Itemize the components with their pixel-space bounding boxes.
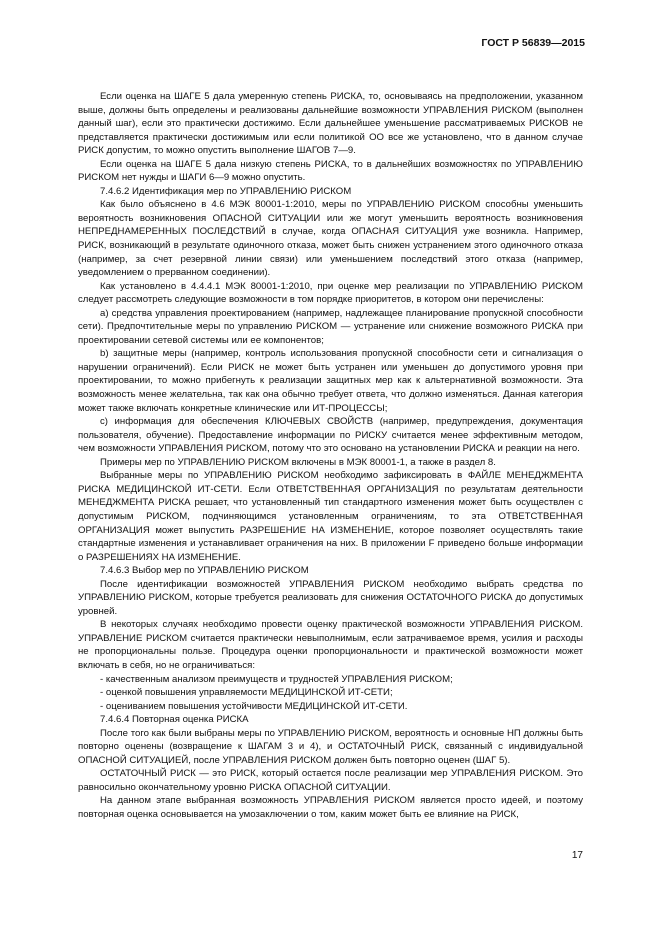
page-number: 17 (571, 850, 583, 861)
list-item: - оценкой повышения управляемости МЕДИЦИНСКОЙ ИТ-СЕТИ; (100, 687, 393, 699)
section-heading: 7.4.6.2 Идентификация мер по УПРАВЛЕНИЮ РИСКОМ (100, 185, 352, 197)
paragraph: Как было объяснено в 4.6 МЭК 80001-1:2010, меры по УПРАВЛЕНИЮ РИСКОМ способны уменьшить вероятность возникновения ОПАСНОЙ СИТУАЦИИ или же могут уменьшить вероятность возникновения НЕПРЕДНАМЕРЕННЫХ ПОСЛЕДСТВИЙ в случае, когда ОПАСНАЯ СИТУАЦИЯ уже возникла. Например, РИСК, возникающий в результате одиночного отказа, может быть снижен устранением этого одиночного отказа (например, за счет резервной линии связи) или уменьшением последствий этого отказа (например, уведомлением о прерванном соединении). (78, 199, 583, 279)
paragraph: После того как были выбраны меры по УПРАВЛЕНИЮ РИСКОМ, вероятность и основные НП должны быть повторно оценены (возвращение к ШАГАМ 3 и 4), и ОСТАТОЧНЫЙ РИСК, связанный с индивидуальной ОПАСНОЙ СИТУАЦИЕЙ, после УПРАВЛЕНИЯ РИСКОМ должен быть повторно оценен (ШАГ 5). (78, 727, 583, 766)
paragraph: Как установлено в 4.4.4.1 МЭК 80001-1:2010, при оценке мер реализации по УПРАВЛЕНИЮ РИСКОМ следует рассмотреть следующие возможности в том порядке приоритетов, в котором они перечислены: (78, 280, 583, 306)
paragraph: В некоторых случаях необходимо провести оценку практической возможности УПРАВЛЕНИЯ РИСКОМ. УПРАВЛЕНИЕ РИСКОМ считается практически невыполнимым, если затрачиваемое время, усилия и расходы не пропорциональны пользе. Процедура оценки пропорциональности и практической возможности может включать в себя, но не ограничиваться: (78, 619, 583, 671)
paragraph: ОСТАТОЧНЫЙ РИСК — это РИСК, который остается после реализации мер УПРАВЛЕНИЯ РИСКОМ. Это равносильно окончательному уровню РИСКА ОПАСНОЙ СИТУАЦИИ. (78, 768, 583, 793)
section-heading: 7.4.6.4 Повторная оценка РИСКА (100, 714, 249, 726)
paragraph: После идентификации возможностей УПРАВЛЕНИЯ РИСКОМ необходимо выбрать средства по УПРАВЛЕНИЮ РИСКОМ, которые требуется реализовать для снижения ОСТАТОЧНОГО РИСКА до допустимых уровней. (78, 578, 583, 617)
paragraph: Выбранные меры по УПРАВЛЕНИЮ РИСКОМ необходимо зафиксировать в ФАЙЛЕ МЕНЕДЖМЕНТА РИСКА МЕДИЦИНСКОЙ ИТ-СЕТИ. Если ОТВЕТСТВЕННАЯ ОРГАНИЗАЦИЯ по результатам деятельности МЕНЕДЖМЕНТА РИСКА решает, что установленный тип стандартного изменения может быть осуществлен с допустимым РИСКОМ, подчиняющимся установленным ограничениям, то эта ОТВЕТСТВЕННАЯ ОРГАНИЗАЦИЯ может выпустить РАЗРЕШЕНИЕ НА ИЗМЕНЕНИЕ, которое позволяет осуществлять такие стандартные изменения и устанавливает ограничения на них. В приложении F приведено больше информации о РАЗРЕШЕНИЯХ НА ИЗМЕНЕНИЕ. (78, 470, 583, 563)
paragraph: Если оценка на ШАГЕ 5 дала низкую степень РИСКА, то в дальнейших возможностях по УПРАВЛЕНИЮ РИСКОМ нет нужды и ШАГИ 6—9 можно опустить. (78, 158, 583, 184)
page-body (78, 90, 583, 822)
paragraph: На данном этапе выбранная возможность УПРАВЛЕНИЯ РИСКОМ является просто идеей, и поэтому повторная оценка основывается на умозаключении о том, каким может быть ее влияние на РИСК, (78, 795, 583, 820)
list-item: c) информация для обеспечения КЛЮЧЕВЫХ СВОЙСТВ (например, предупреждения, документация пользователя, обучение). Предоставление информации по РИСКУ считается менее эффективным методом, чем возможности УПРАВЛЕНИЯ РИСКОМ, потому что это основано на установлении РИСКА и реакции на него. (78, 416, 583, 455)
paragraph: Если оценка на ШАГЕ 5 дала умеренную степень РИСКА, то, основываясь на предположении, указанном выше, должны быть определены и реализованы дальнейшие возможности УПРАВЛЕНИЯ РИСКОМ (выполнен данный шаг), если это практически достижимо. Если дальнейшее уменьшение рассматриваемых РИСКОВ не представляется практически достижимым или если политикой ОО все же установлено, что в данном случае РИСК допустим, то можно опустить выполнение ШАГОВ 7—9. (78, 91, 583, 157)
list-item: - качественным анализом преимуществ и трудностей УПРАВЛЕНИЯ РИСКОМ; (100, 673, 453, 685)
list-item: b) защитные меры (например, контроль использования пропускной способности сети и сигнализация о нарушении ограничений). Если РИСК не может быть устранен или уменьшен до допустимого уровня при проектировании, то можно прибегнуть к реализации защитных мер как к альтернативной возможности. Эта возможность менее желательна, так как она обычно требует ответа, что должно изменяться. Данная категория может также включать конкретные клинические или ИТ-ПРОЦЕССЫ; (78, 348, 583, 414)
list-item: а) средства управления проектированием (например, надлежащее планирование пропускной способности сети). Предпочтительные меры по управлению РИСКОМ — устранение или снижение возможного РИСКА при проектировании сетевой системы или ее компонентов; (78, 307, 583, 346)
section-heading: 7.4.6.3 Выбор мер по УПРАВЛЕНИЮ РИСКОМ (100, 565, 309, 577)
list-item: - оцениванием повышения устойчивости МЕДИЦИНСКОЙ ИТ-СЕТИ. (100, 700, 408, 712)
document-header: ГОСТ Р 56839—2015 (481, 37, 585, 49)
paragraph: Примеры мер по УПРАВЛЕНИЮ РИСКОМ включены в МЭК 80001-1, а также в раздел 8. (100, 456, 496, 468)
